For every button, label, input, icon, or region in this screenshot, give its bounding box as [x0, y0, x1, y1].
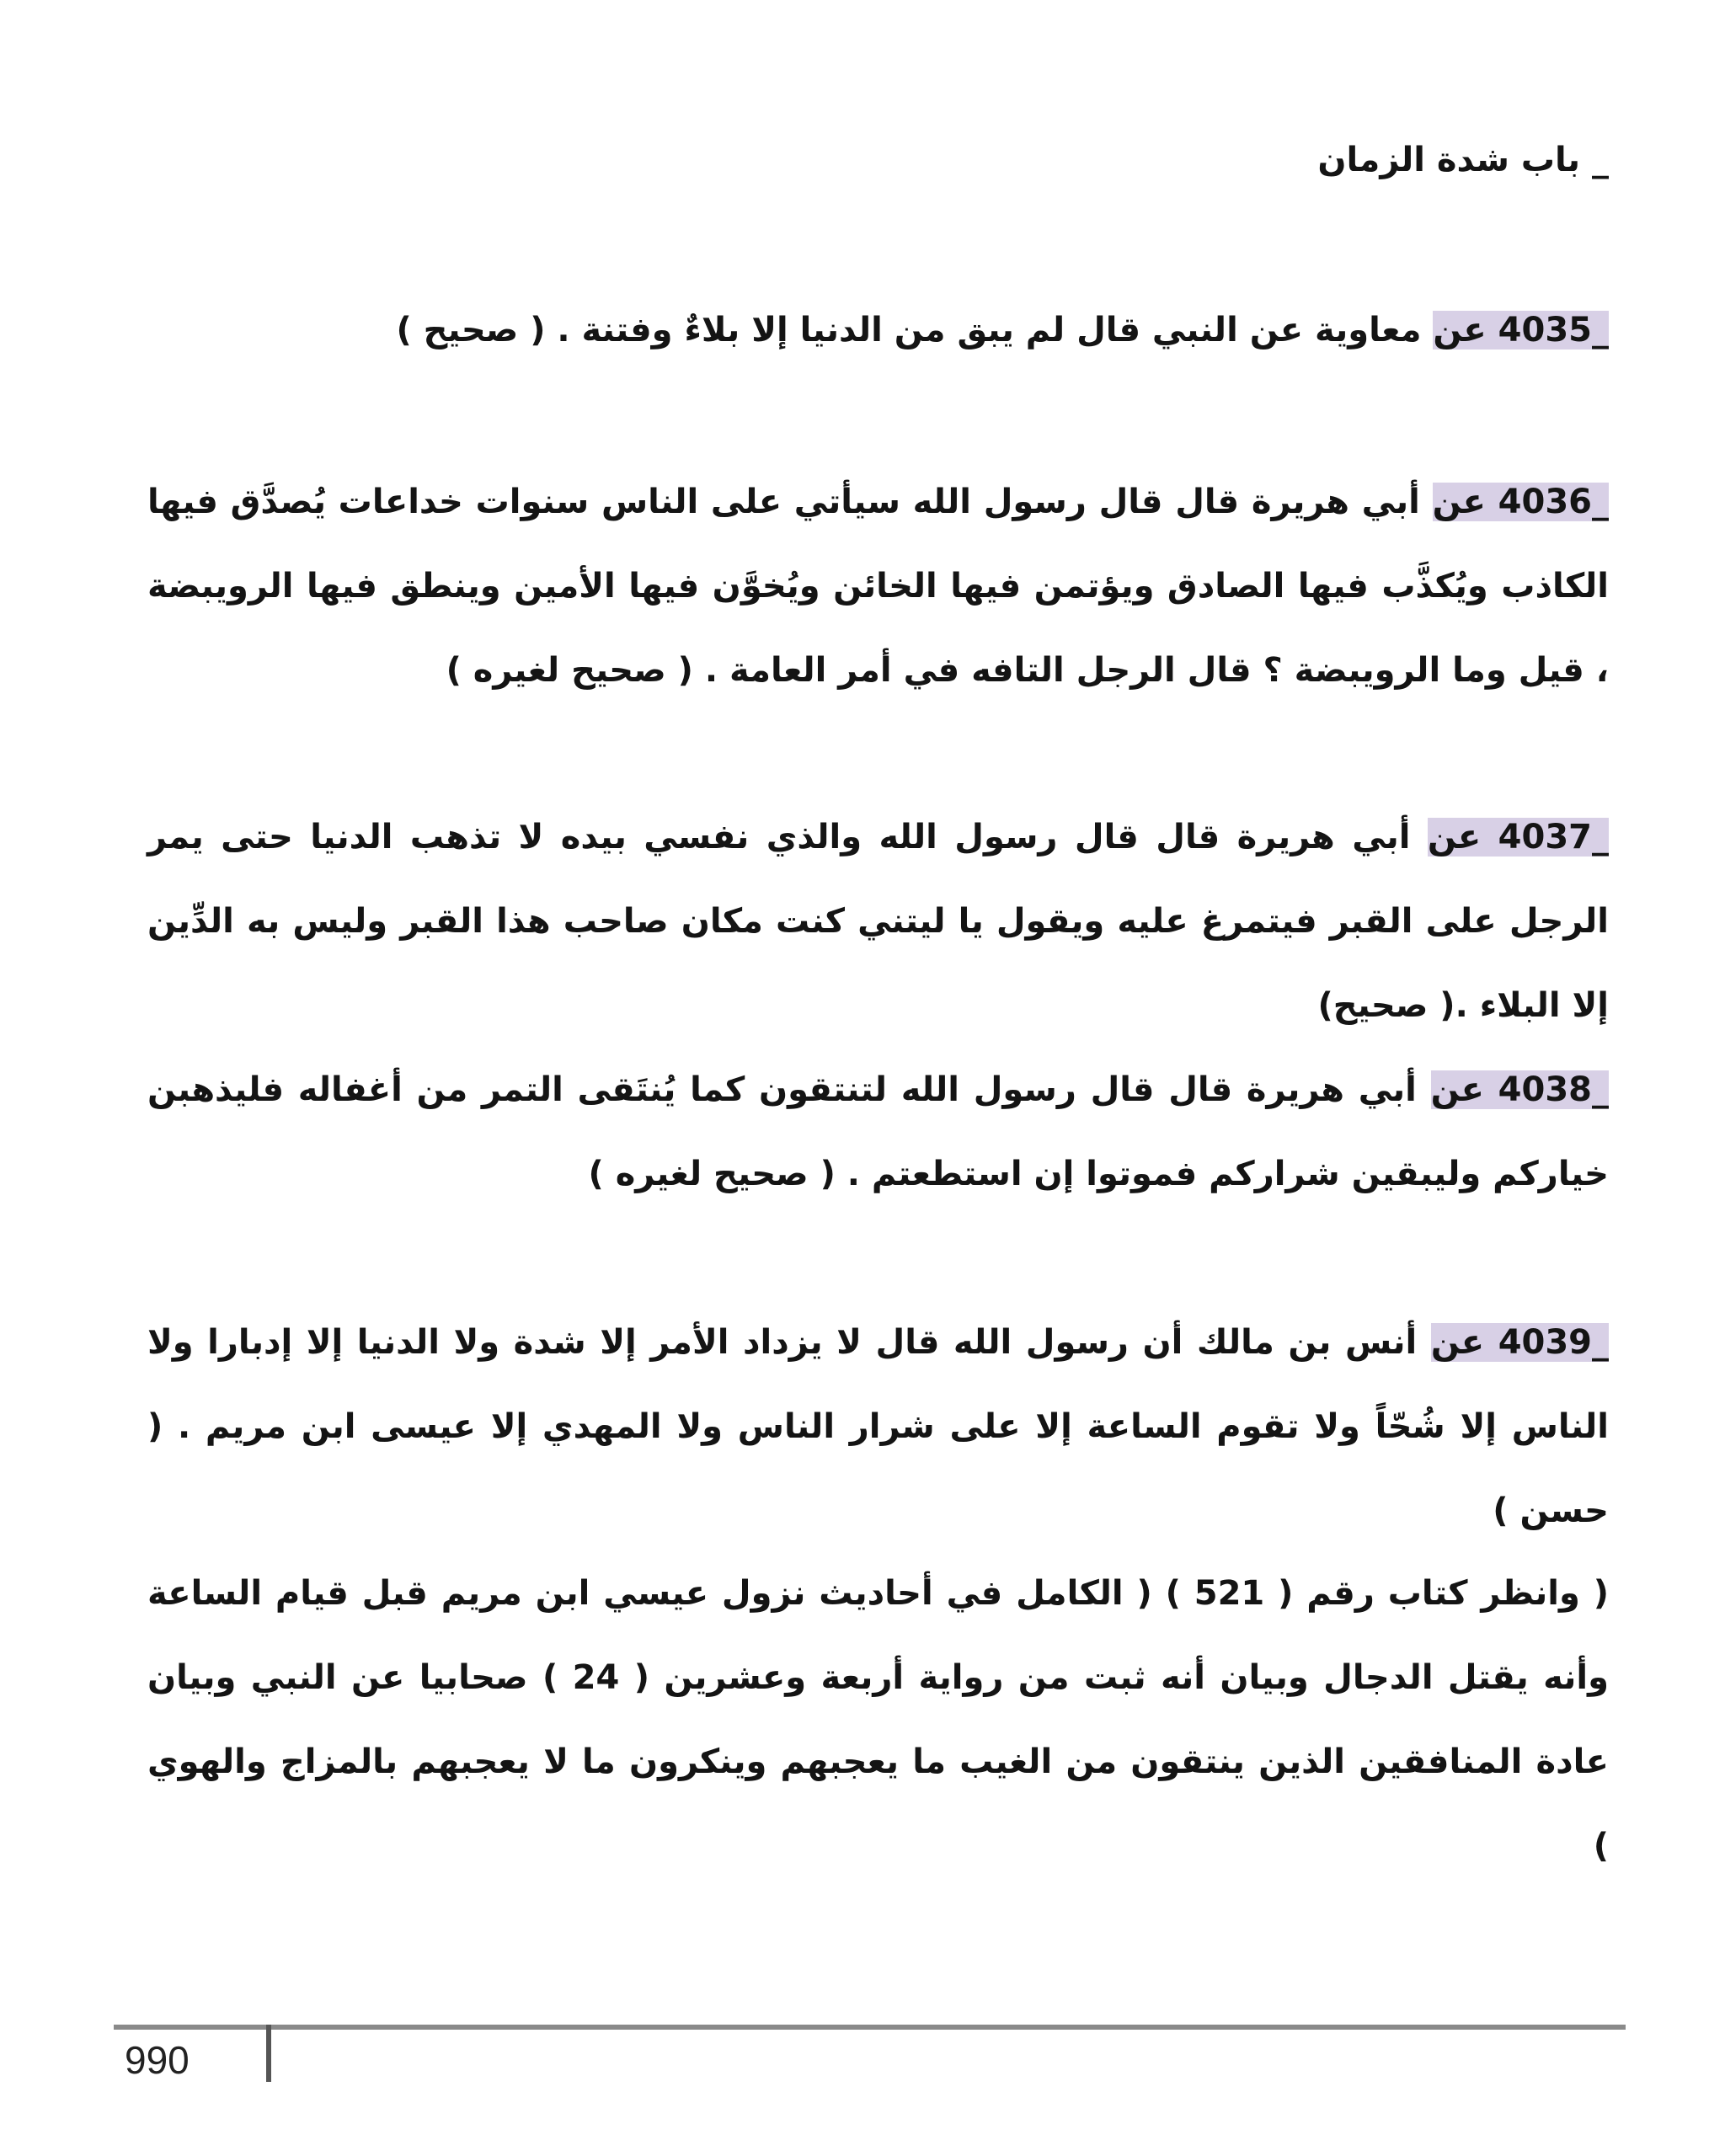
hadith-number: 4039_	[1498, 1323, 1610, 1362]
hadith-number-highlight	[1431, 1070, 1609, 1109]
hadith-text: معاوية عن النبي قال لم يبق من الدنيا إلا بلاءٌ وفتنة . ( صحيح )	[396, 311, 1422, 350]
reference-note: ( وانظر كتاب رقم ( 521 ) ( الكامل في أحاديث نزول عيسي ابن مريم قبل قيام الساعة وأنه يقتل الدجال وبيان أنه ثبت من رواية أربعة وعشرين ( 24 ) صحابيا عن النبي وبيان عادة المنافقين الذين ينتقون من الغيب ما يعجبهم وينكرون ما لا يعجبهم بالمزاج والهوي )	[147, 1574, 1610, 1865]
hadith-number-highlight	[1431, 1323, 1609, 1362]
hadith-number-highlight	[1433, 311, 1609, 350]
footer-rule	[114, 2025, 1626, 2030]
hadith-number: 4037_	[1498, 818, 1609, 857]
hadith-text: أبي هريرة قال قال رسول الله والذي نفسي بيده لا تذهب الدنيا حتى يمر الرجل على القبر فيتمرغ عليه ويقول يا ليتني كنت مكان صاحب هذا القبر وليس به الدِّين إلا البلاء .( صحيح)	[147, 818, 1609, 1025]
hadith-4036	[147, 460, 1609, 712]
hadith-number: 4038_	[1498, 1070, 1609, 1109]
hadith-4038	[147, 1048, 1609, 1216]
hadith-4039	[147, 1300, 1609, 1553]
hadith-opening: عن	[1430, 1070, 1484, 1109]
hadith-opening: عن	[1432, 483, 1486, 521]
chapter-title: _ باب شدة الزمان	[1317, 141, 1609, 179]
hadith-number-highlight	[1433, 483, 1609, 521]
hadith-text: أبي هريرة قال قال رسول الله لتنتقون كما يُنتَقى التمر من أغفاله فليذهبن خياركم وليبقين شراركم فموتوا إن استطعتم . ( صحيح لغيره )	[147, 1070, 1609, 1193]
hadith-4037	[147, 795, 1609, 1048]
hadith-4035	[147, 288, 1609, 372]
page-number: 990	[125, 2038, 190, 2082]
hadith-text: أبي هريرة قال قال رسول الله سيأتي على الناس سنوات خداعات يُصدَّق فيها الكاذب ويُكذَّب فيها الصادق ويؤتمن فيها الخائن ويُخوَّن فيها الأمين وينطق فيها الرويبضة ، قيل وما الرويبضة ؟ قال الرجل التافه في أمر العامة . ( صحيح لغيره )	[147, 483, 1609, 690]
hadith-opening: عن	[1430, 1323, 1485, 1362]
hadith-opening: عن	[1433, 311, 1487, 350]
hadith-opening: عن	[1427, 818, 1482, 857]
hadith-number-highlight	[1428, 818, 1609, 857]
footer-divider-tick	[266, 2025, 271, 2082]
hadith-number: 4035_	[1498, 311, 1609, 350]
hadith-text: أنس بن مالك أن رسول الله قال لا يزداد الأمر إلا شدة ولا الدنيا إلا إدبارا ولا الناس إلا شُحّاً ولا تقوم الساعة إلا على شرار الناس ولا المهدي إلا عيسى ابن مريم . ( حسن )	[147, 1323, 1609, 1530]
hadith-number: 4036_	[1498, 483, 1609, 521]
